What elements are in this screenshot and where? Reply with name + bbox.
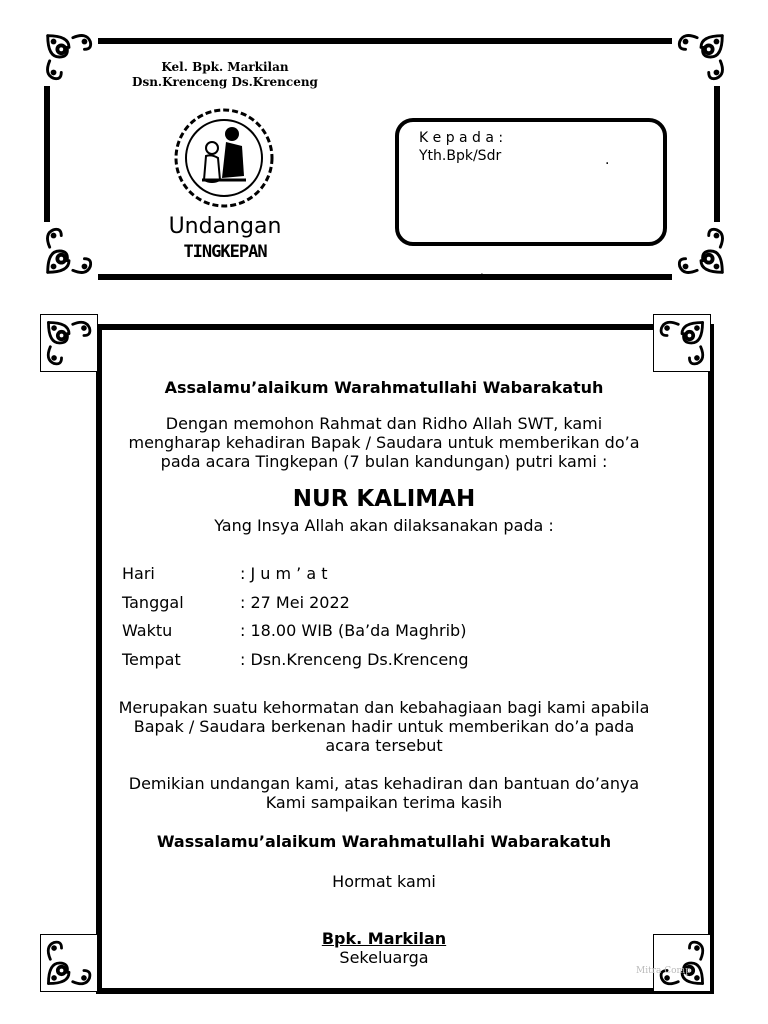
closing-line-3: acara tersebut <box>325 736 443 755</box>
closing-paragraph <box>0 698 768 755</box>
intro-line-1: Dengan memohon Rahmat dan Ridho Allah SWT, kami <box>165 414 603 433</box>
recipient-box <box>395 118 667 246</box>
detail-label: Tanggal <box>122 593 184 612</box>
ornament-letter-top-right-icon <box>653 314 711 372</box>
salam-opening: Assalamu’alaikum Warahmatullahi Wabarakatuh <box>164 378 604 397</box>
sender-name: Kel. Bpk. Markilan <box>161 60 289 74</box>
envelope-subtitle: TINGKEPAN <box>183 242 267 262</box>
watermark: Mitra Comp <box>636 966 691 976</box>
sender-address <box>120 60 330 90</box>
envelope-dot: . <box>480 264 484 278</box>
emblem-illustration <box>172 106 276 210</box>
salam-closing: Wassalamu’alaikum Warahmatullahi Wabarakatuh <box>156 832 612 851</box>
sender-village: Dsn.Krenceng Ds.Krenceng <box>132 75 318 89</box>
regards: Hormat kami <box>332 872 436 891</box>
recipient-line: Yth.Bpk/Sdr <box>419 148 502 164</box>
detail-label: Hari <box>122 564 155 583</box>
closing-line-2: Bapak / Saudara berkenan hadir untuk memberikan do’a pada <box>133 717 635 736</box>
thanks-paragraph <box>0 774 768 812</box>
thanks-line-1: Demikian undangan kami, atas kehadiran dan bantuan do’anya <box>128 774 640 793</box>
announce-line: Yang Insya Allah akan dilaksanakan pada : <box>214 516 554 535</box>
envelope-title: Undangan <box>168 214 282 239</box>
detail-label: Tempat <box>122 650 181 669</box>
thanks-line-2: Kami sampaikan terima kasih <box>265 793 503 812</box>
recipient-label: K e p a d a : <box>419 130 504 146</box>
ornament-top-left-icon <box>40 28 98 86</box>
signer-name: Bpk. Markilan <box>321 929 447 948</box>
recipient-dot: . <box>605 152 610 168</box>
detail-label: Waktu <box>122 621 173 640</box>
closing-line-1: Merupakan suatu kehormatan dan kebahagiaan bagi kami apabila <box>118 698 650 717</box>
detail-value: : 27 Mei 2022 <box>240 593 350 612</box>
ornament-bottom-right-icon <box>672 222 730 280</box>
intro-line-3: pada acara Tingkepan (7 bulan kandungan) putri kami : <box>160 452 608 471</box>
intro-paragraph <box>0 414 768 471</box>
celebrant-name: NUR KALIMAH <box>292 486 476 512</box>
signer-family: Sekeluarga <box>339 948 429 967</box>
ornament-letter-top-left-icon <box>40 314 98 372</box>
ornament-bottom-left-icon <box>40 222 98 280</box>
ornament-top-right-icon <box>672 28 730 86</box>
detail-value: : Dsn.Krenceng Ds.Krenceng <box>240 650 469 669</box>
detail-value: : J u m ’ a t <box>240 564 328 583</box>
detail-value: : 18.00 WIB (Ba’da Maghrib) <box>240 621 467 640</box>
intro-line-2: mengharap kehadiran Bapak / Saudara untuk memberikan do’a <box>128 433 640 452</box>
